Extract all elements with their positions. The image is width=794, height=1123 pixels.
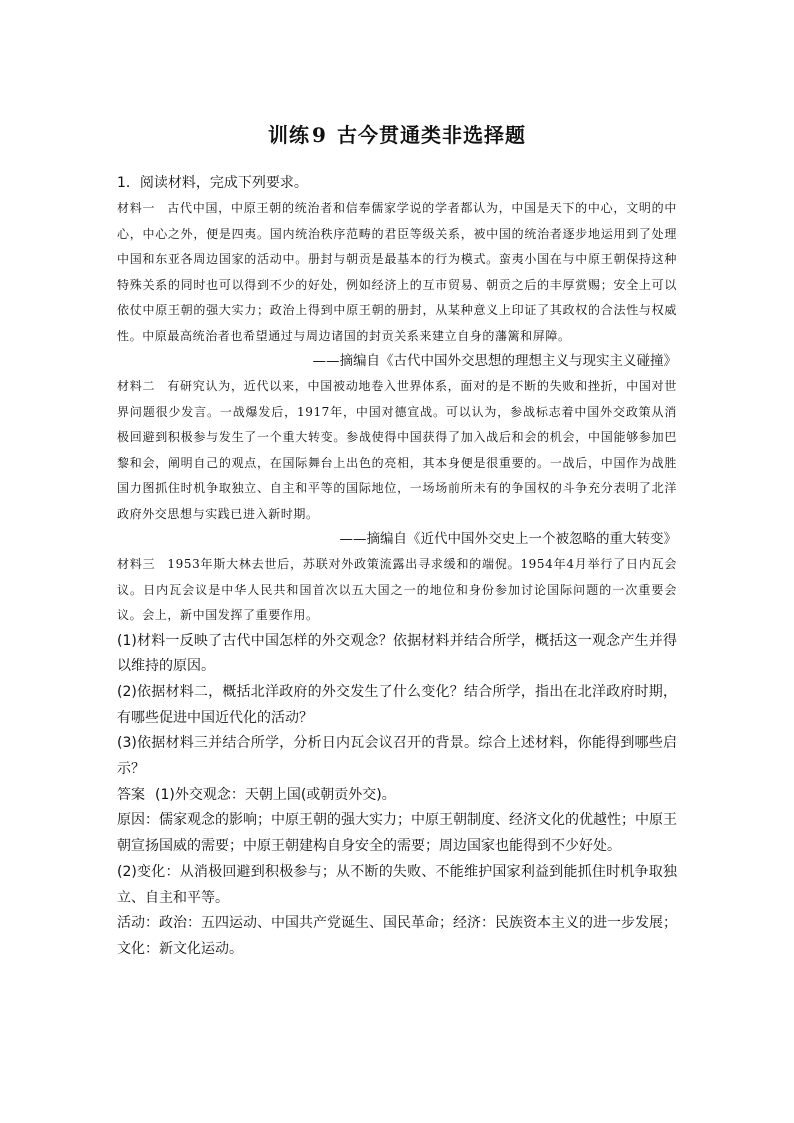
sub-question-3: (3)依据材料三并结合所学，分析日内瓦会议召开的背景。综合上述材料，你能得到哪些启示？	[117, 735, 677, 778]
answer-line-3: (2)变化：从消极回避到积极参与；从不断的失败、不能维护国家利益到能抓住时机争取独立、自主和平等。	[117, 863, 677, 906]
answer-line-1	[117, 783, 677, 809]
question-prompt	[117, 170, 677, 196]
material-2-source: ——摘编自《近代中国外交史上一个被忽略的重大转变》	[339, 531, 677, 547]
answer-text-1: (1)外交观念：天朝上国(或朝贡外交)。	[155, 786, 396, 803]
material-1-label: 材料一	[117, 201, 156, 215]
material-2	[117, 374, 677, 527]
answer-label: 答案	[117, 786, 145, 803]
material-1	[117, 196, 677, 349]
material-1-source: ——摘编自《古代中国外交思想的理想主义与现实主义碰撞》	[312, 353, 677, 369]
question-prompt-text: 阅读材料，完成下列要求。	[139, 175, 308, 191]
answer-line-2: 原因：儒家观念的影响；中原王朝的强大实力；中原王朝制度、经济文化的优越性；中原王朝宣扬国威的需要；中原王朝建构自身安全的需要；周边国家也能得到不少好处。	[117, 812, 677, 855]
answer-line-4: 活动：政治：五四运动、中国共产党诞生、国民革命；经济：民族资本主义的进一步发展；文化：新文化运动。	[117, 915, 677, 957]
material-3	[117, 552, 677, 629]
title-prefix: 训练	[268, 123, 311, 147]
material-2-text: 有研究认为，近代以来，中国被动地卷入世界体系，面对的是不断的失败和挫折，中国对世界问题很少发言。一战爆发后，1917年，中国对德宣战。可以认为，参战标志着中国外交政策从消极回避到积极参与发生了一个重大转变。参战使得中国获得了加入战后和会的机会，中国能够参加巴黎和会，阐明自己的观点，在国际舞台上出色的亮相，其本身便是很重要的。一战后，中国作为战胜国力图抓住时机争取独立、自主和平等的国际地位，一场场前所未有的争国权的斗争充分表明了北洋政府外交思想与实践已进入新时期。	[117, 379, 677, 521]
question-number: 1．	[117, 175, 140, 191]
material-3-text: 1953年斯大林去世后，苏联对外政策流露出寻求缓和的端倪。1954年4月举行了日内瓦会议。日内瓦会议是中华人民共和国首次以五大国之一的地位和身份参加讨论国际问题的一次重要会议。会上，新中国发挥了重要作用。	[117, 557, 677, 622]
content-flow	[117, 170, 677, 963]
material-1-text: 古代中国，中原王朝的统治者和信奉儒家学说的学者都认为，中国是天下的中心，文明的中心，中心之外，便是四夷。国内统治秩序范畴的君臣等级关系，被中国的统治者逐步地运用到了处理中国和东亚各周边国家的活动中。册封与朝贡是最基本的行为模式。蛮夷小国在与中原王朝保持这种特殊关系的同时也可以得到不少的好处，例如经济上的互市贸易、朝贡之后的丰厚赏赐；安全上可以依仗中原王朝的强大实力；政治上得到中原王朝的册封，从某种意义上印证了其政权的合法性与权威性。中原最高统治者也希望通过与周边诸国的封贡关系来建立自身的藩篱和屏障。	[117, 201, 677, 343]
material-3-label: 材料三	[117, 557, 156, 571]
title-text: 古今贯通类非选择题	[336, 123, 526, 147]
sub-question-1: (1)材料一反映了古代中国怎样的外交观念？依据材料并结合所学，概括这一观念产生并得以维持的原因。	[117, 632, 677, 675]
material-2-label: 材料二	[117, 379, 156, 393]
sub-question-2: (2)依据材料二，概括北洋政府的外交发生了什么变化？结合所学，指出在北洋政府时期，有哪些促进中国近代化的活动？	[117, 683, 677, 726]
title-number: 9	[312, 123, 327, 147]
page-title	[117, 120, 677, 150]
